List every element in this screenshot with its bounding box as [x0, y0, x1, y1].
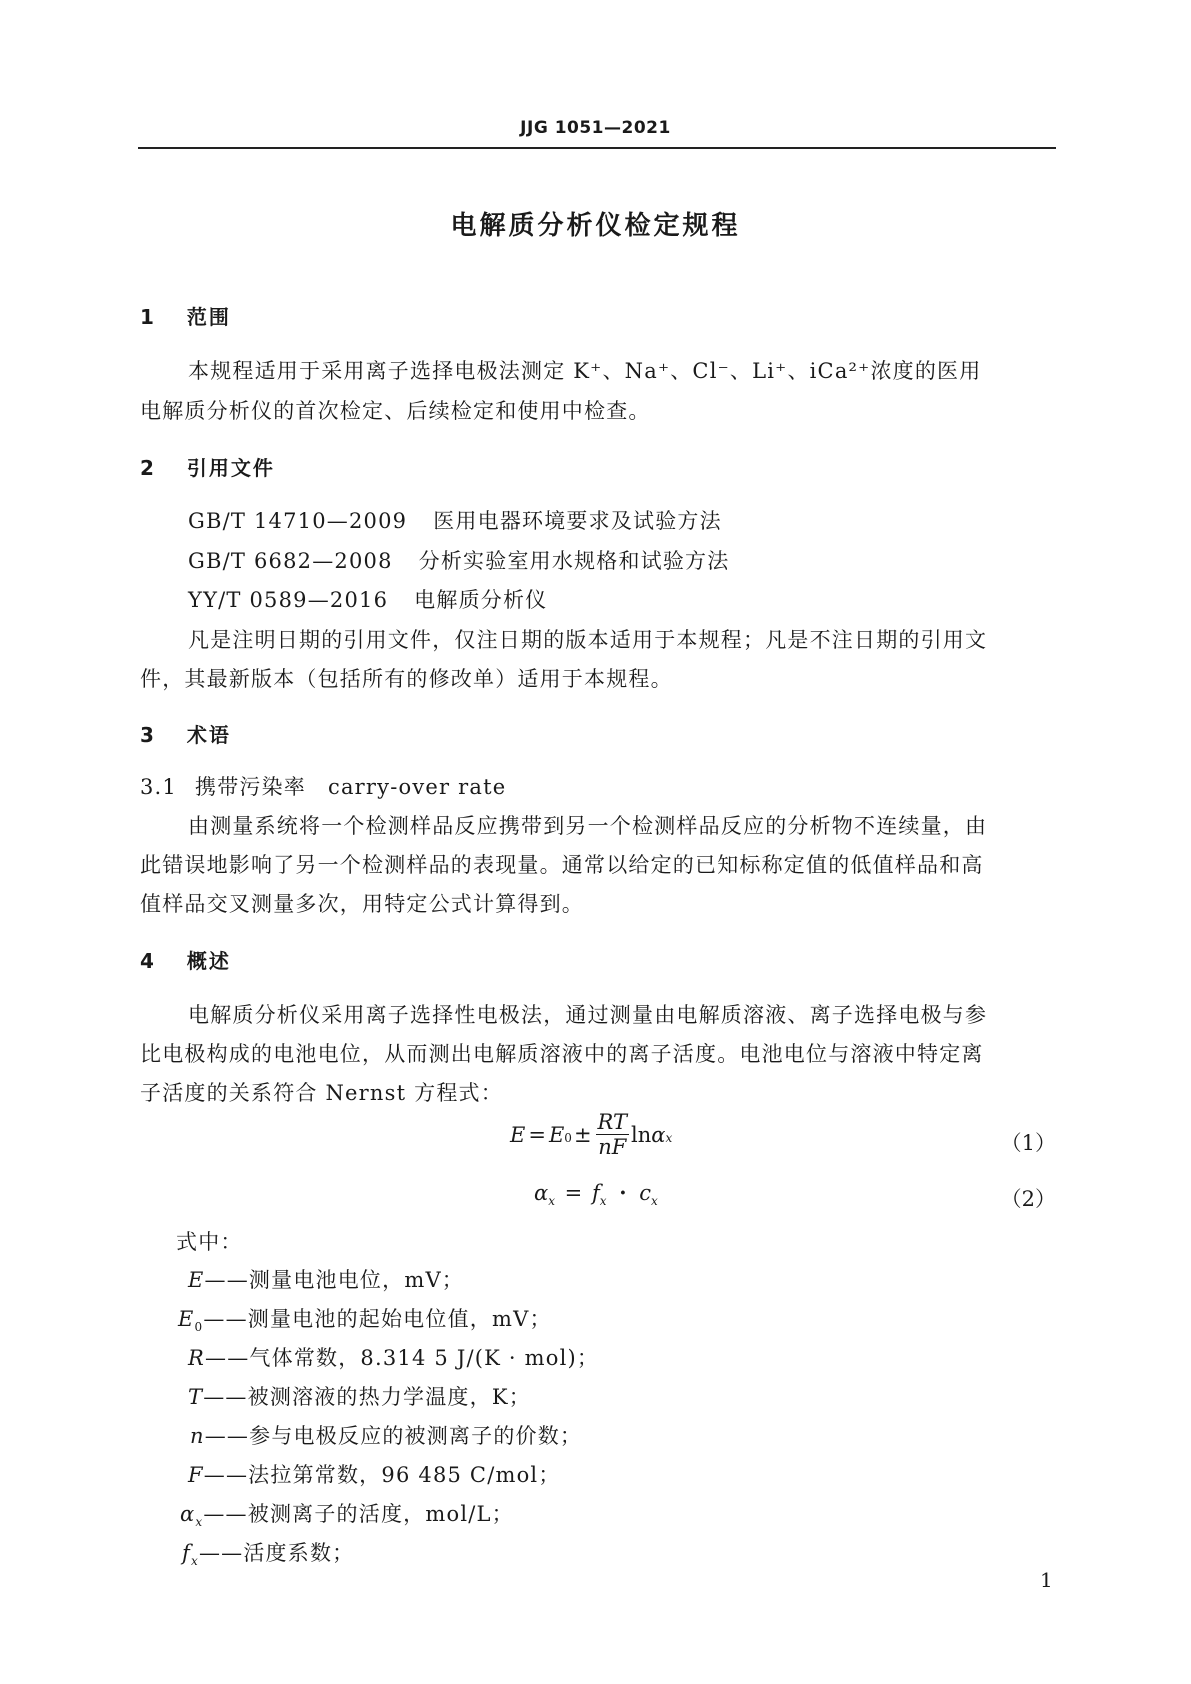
variable-subscript: x [195, 1515, 204, 1530]
variable-symbol: F [188, 1463, 204, 1487]
where-label: 式中： [176, 1230, 243, 1254]
section-title: 引用文件 [186, 456, 275, 480]
variable-definition [188, 1342, 599, 1372]
eq-operator: ± [573, 1122, 592, 1147]
page-title: 电解质分析仪检定规程 [450, 211, 741, 241]
variable-description: ——被测溶液的热力学温度，K； [203, 1385, 531, 1409]
section-title: 概述 [186, 949, 231, 973]
equation-2-label: （2） [1000, 1187, 1056, 1211]
variable-description: ——气体常数，8.314 5 J/(K · mol)； [205, 1346, 600, 1370]
section-title: 范围 [186, 305, 231, 329]
section-number: 1 [140, 305, 156, 329]
paragraph-line: 本规程适用于采用离子选择电极法测定 K⁺、Na⁺、Cl⁻、Li⁺、iCa²⁺浓度的医用 [188, 359, 982, 383]
variable-symbol: n [190, 1424, 205, 1448]
variable-definition [188, 1459, 561, 1489]
eq-symbol: c [639, 1181, 651, 1205]
variable-symbol: E [188, 1268, 205, 1292]
eq-symbol: f [591, 1181, 600, 1205]
eq-denominator: nF [598, 1135, 627, 1159]
variable-definition [180, 1498, 514, 1529]
variable-definition [188, 1381, 531, 1411]
eq-function: ln [631, 1122, 652, 1147]
variable-description: ——参与电极反应的被测离子的价数； [204, 1424, 583, 1448]
paragraph-line: 子活度的关系符合 Nernst 方程式： [140, 1081, 503, 1105]
section-number: 3 [140, 723, 156, 747]
section-number: 4 [140, 949, 156, 973]
section-2-heading [140, 452, 275, 481]
variable-description: ——测量电池的起始电位值，mV； [203, 1307, 552, 1331]
eq-numerator: RT [597, 1110, 627, 1134]
paragraph-line: 此错误地影响了另一个检测样品的表现量。通常以给定的已知标称定值的低值样品和高 [140, 853, 984, 877]
section-number: 2 [140, 456, 156, 480]
reference-code: GB/T 6682—2008 [188, 549, 393, 573]
reference-name: 分析实验室用水规格和试验方法 [418, 549, 730, 573]
variable-description: ——测量电池电位，mV； [204, 1268, 465, 1292]
variable-symbol: α [180, 1502, 196, 1526]
reference-name: 电解质分析仪 [414, 588, 548, 612]
eq-subscript: x [665, 1131, 673, 1145]
variable-definition [190, 1420, 582, 1450]
variable-symbol: f [182, 1541, 191, 1565]
section-1-heading [140, 301, 231, 330]
paragraph-line: 电解质分析仪的首次检定、后续检定和使用中检查。 [140, 399, 651, 423]
section-4-heading [140, 945, 231, 974]
eq-symbol: E [548, 1122, 565, 1147]
variable-symbol: T [188, 1385, 204, 1409]
variable-subscript: 0 [194, 1320, 204, 1335]
paragraph-line: 比电极构成的电池电位，从而测出电解质溶液中的离子活度。电池电位与溶液中特定离 [140, 1042, 984, 1066]
paragraph-line: 由测量系统将一个检测样品反应携带到另一个检测样品反应的分析物不连续量，由 [188, 814, 988, 838]
reference-code: GB/T 14710—2009 [188, 509, 408, 533]
variable-symbol: E [178, 1307, 195, 1331]
variable-definition [188, 1264, 464, 1294]
term-chinese: 携带污染率 [195, 775, 306, 799]
term-number: 3.1 [140, 775, 177, 799]
variable-description: ——被测离子的活度，mol/L； [203, 1502, 514, 1526]
eq-symbol: α [534, 1181, 549, 1205]
header-rule [138, 147, 1056, 149]
eq-subscript: 0 [564, 1131, 572, 1145]
reference-code: YY/T 0589—2016 [188, 588, 389, 612]
term-english: carry-over rate [328, 775, 507, 799]
eq-operator: = [528, 1122, 546, 1147]
paragraph-line: 值样品交叉测量多次，用特定公式计算得到。 [140, 892, 584, 916]
eq-operator: · [619, 1180, 627, 1205]
paragraph-line: 凡是注明日期的引用文件，仅注日期的版本适用于本规程；凡是不注日期的引用文 [188, 628, 988, 652]
page-number: 1 [1040, 1568, 1053, 1592]
paragraph-line: 件，其最新版本（包括所有的修改单）适用于本规程。 [140, 667, 673, 691]
reference-item [188, 545, 729, 575]
equation-1 [510, 1110, 672, 1159]
document-code: JJG 1051—2021 [520, 118, 671, 138]
variable-description: ——法拉第常数，96 485 C/mol； [203, 1463, 561, 1487]
equation-2 [534, 1180, 658, 1208]
variable-subscript: x [190, 1554, 199, 1569]
term-entry [140, 771, 506, 801]
eq-operator: = [564, 1181, 583, 1205]
eq-fraction [596, 1110, 629, 1159]
eq-symbol: E [510, 1122, 526, 1147]
eq-subscript: x [548, 1194, 555, 1209]
paragraph-line: 电解质分析仪采用离子选择性电极法，通过测量由电解质溶液、离子选择电极与参 [188, 1003, 988, 1027]
variable-definition [182, 1537, 354, 1568]
equation-1-label: （1） [1000, 1131, 1056, 1155]
reference-item [188, 505, 722, 535]
section-title: 术语 [186, 723, 231, 747]
variable-definition [178, 1303, 552, 1334]
variable-symbol: R [188, 1346, 206, 1370]
reference-name: 医用电器环境要求及试验方法 [433, 509, 722, 533]
reference-item [188, 584, 547, 614]
eq-symbol: α [651, 1122, 666, 1147]
eq-subscript: x [599, 1194, 607, 1209]
section-3-heading [140, 719, 231, 748]
eq-subscript: x [650, 1194, 658, 1209]
variable-description: ——活度系数； [198, 1541, 355, 1565]
